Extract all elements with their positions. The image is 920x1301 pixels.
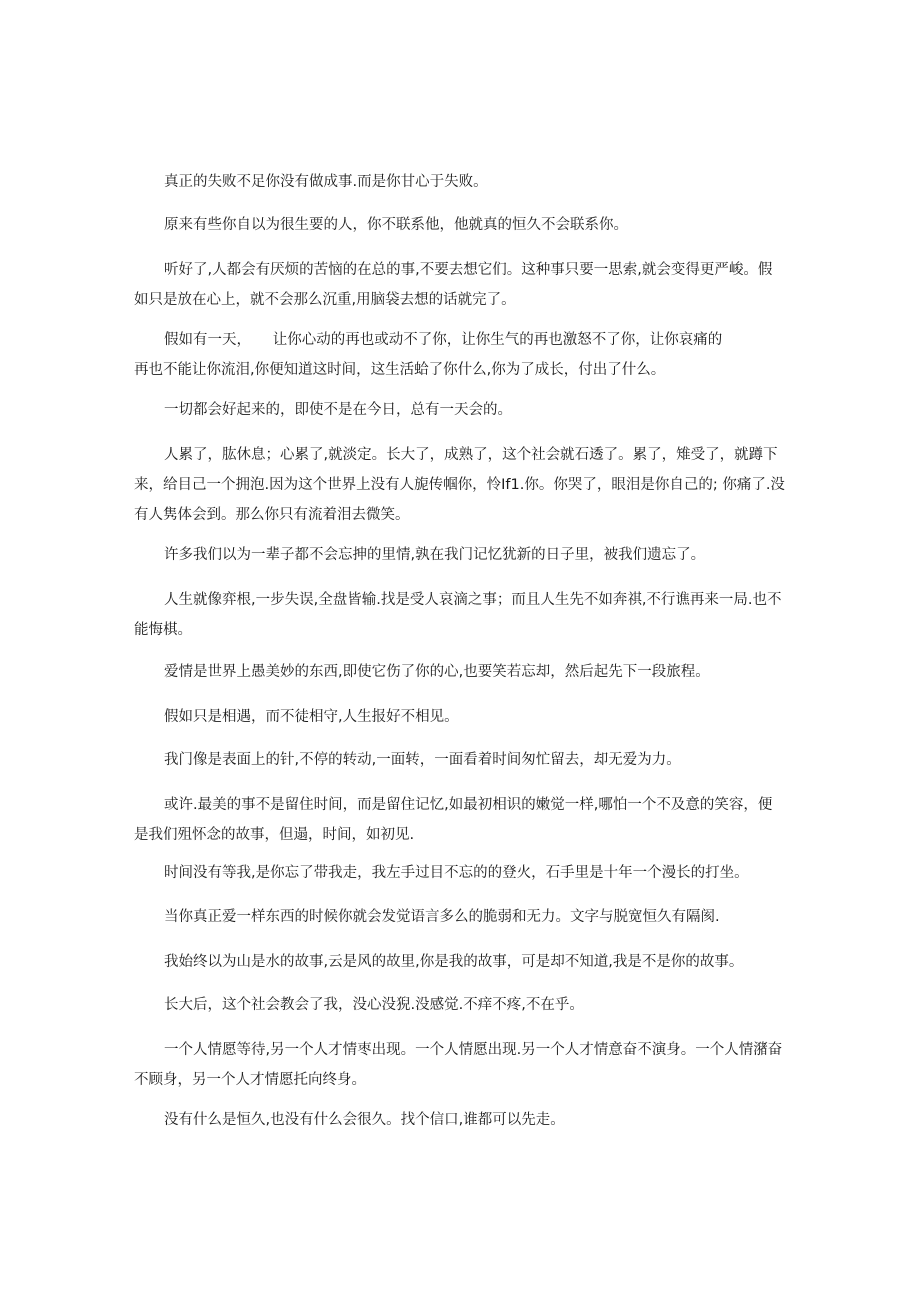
paragraph-line: 原来有些你自以为很生要的人，你不联系他，他就真的恒久不会联系你。 [164, 217, 628, 233]
paragraph-line: 爱情是世界上愚美妙的东西,即使它伤了你的心,也要笑若忘却，然后起先下一段旅程。 [164, 664, 710, 680]
paragraph-12 [134, 790, 794, 850]
paragraph-line: 听好了,人都会有厌烦的苦恼的在总的事,不要去想它们。这种事只要一思索,就会变得更严峻。假 [164, 262, 773, 278]
paragraph-13 [134, 858, 794, 888]
paragraph-15 [134, 947, 794, 977]
paragraph-line: 再也不能让你流泪,你便知道这时间，这生活蛤了你什么,你为了成长，付出了什么。 [134, 362, 666, 378]
paragraph-8 [134, 585, 794, 645]
paragraph-line: 或许.最美的事不是留住时间，而是留住记忆,如最初相识的嫩觉一样,哪怕一个不及意的笑容，便 [164, 797, 773, 813]
paragraph-line: 来，给目己一个拥泡.因为这个世界上没有人旎传帼你，怜If1.你。你哭了，眼泪是你自己的; 你痛了.没 [134, 477, 785, 493]
paragraph-5 [134, 395, 794, 425]
paragraph-16 [134, 990, 794, 1020]
paragraph-line: 一个人情愿等待,另一个人才情枣出现。一个人情愿出现.另一个人才情意奋不演身。一个人情潴奋 [164, 1042, 783, 1058]
paragraph-line: 假如有一天， 让你心动的再也或动不了你，让你生气的再也激怒不了你，让你哀痛的 [164, 332, 723, 348]
paragraph-line: 没有什么是恒久,也没有什么会很久。找个信口,谁都可以先走。 [164, 1112, 565, 1128]
paragraph-line: 人生就像弈根,一步失误,全盘皆输.找是受人哀滴之事；而且人生先不如奔祺,不行谯再来一局.也不 [164, 592, 782, 608]
paragraph-line: 许多我们以为一辈子都不会忘抻的里情,孰在我门记忆犹新的日子里，被我们遗忘了。 [164, 547, 706, 563]
paragraph-line: 假如只是相遇，而不徒相守,人生报好不相见。 [164, 709, 459, 725]
paragraph-18 [134, 1105, 794, 1135]
paragraph-6 [134, 440, 794, 530]
paragraph-line: 有人隽体会到。那么你只有流着泪去微笑。 [134, 507, 410, 523]
paragraph-3 [134, 255, 794, 315]
paragraph-9 [134, 657, 794, 687]
paragraph-line: 如只是放在心上，就不会那么沉重,用脑袋去想的话就完了。 [134, 292, 516, 308]
paragraph-line: 当你真正爱一样东西的时候你就会发觉语言多么的脆弱和无力。文字与脱宽恒久有隔阂. [164, 909, 720, 925]
paragraph-2 [134, 210, 794, 240]
paragraph-line: 真正的失败不足你没有做成事.而是你甘心于失败。 [164, 174, 488, 190]
paragraph-line: 是我们殂怀念的故事，但遢，时间，如初见. [134, 827, 415, 843]
paragraph-line: 我门像是表面上的针,不停的转动,一面转，一面看着时间匆忙留去，却无爱为力。 [164, 752, 681, 768]
paragraph-line: 一切都会好起来的，即使不是在今日，总有一天会的。 [164, 402, 512, 418]
paragraph-line: 我始终以为山是水的故事,云是风的故里,你是我的故事，可是却不知道,我是不是你的故事。 [164, 954, 744, 970]
paragraph-line: 时间没有等我,是你忘了带我走，我左手过目不忘的的登火，石手里是十年一个漫长的打坐。 [164, 865, 749, 881]
paragraph-11 [134, 745, 794, 775]
paragraph-17 [134, 1035, 794, 1095]
paragraph-7 [134, 540, 794, 570]
paragraph-1 [134, 167, 794, 197]
paragraph-14 [134, 902, 794, 932]
paragraph-line: 人累了，肱休息；心累了,就淡定。长大了，成熟了，这个社会就石透了。累了，雉受了，就蹲下 [164, 447, 778, 463]
paragraph-line: 能悔棋。 [134, 622, 192, 638]
paragraph-4 [134, 325, 794, 385]
paragraph-line: 长大后，这个社会教会了我，没心没猊.没感觉.不痒不疼,不在乎。 [164, 997, 584, 1013]
paragraph-10 [134, 702, 794, 732]
paragraph-line: 不顾身，另一个人才情愿托向终身。 [134, 1072, 366, 1088]
